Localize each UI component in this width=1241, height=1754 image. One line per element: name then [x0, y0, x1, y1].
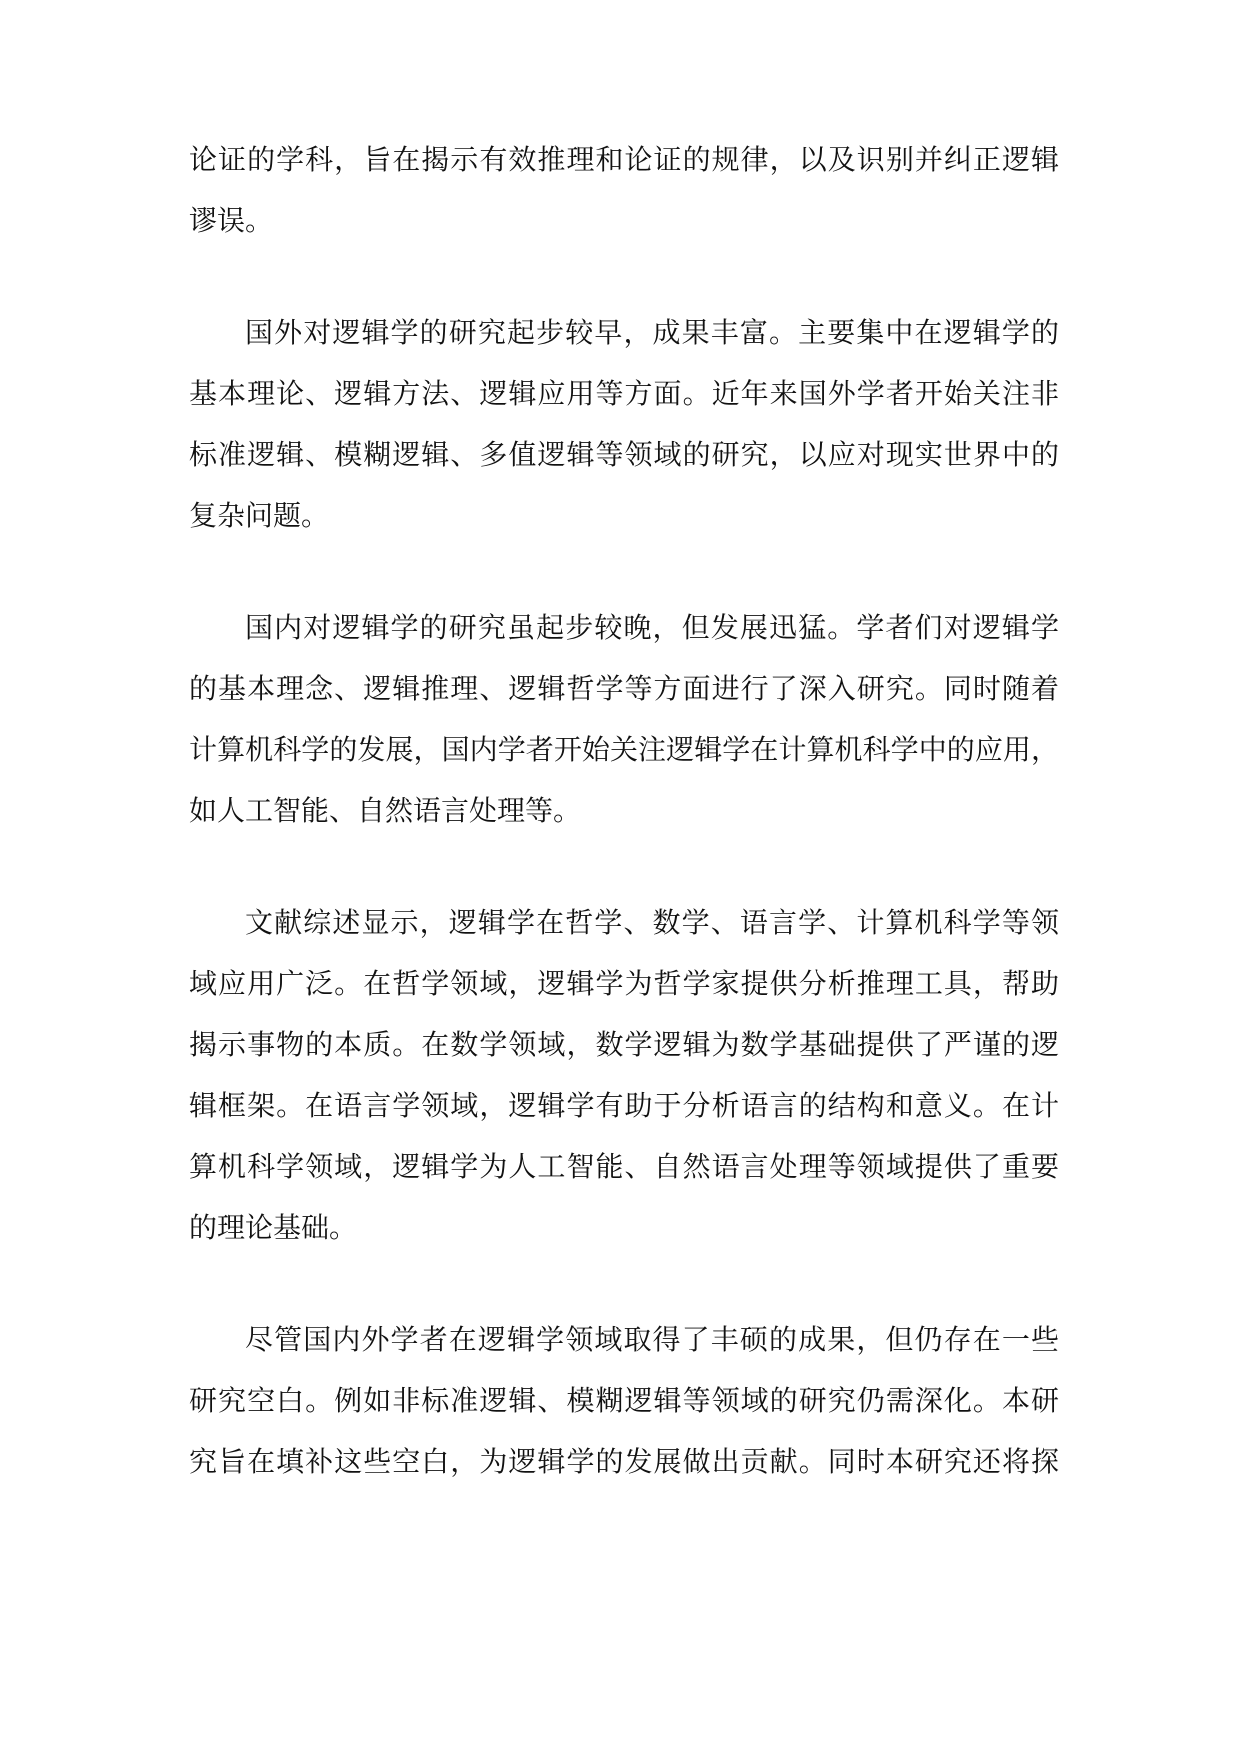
text-line: 域应用广泛。在哲学领域，逻辑学为哲学家提供分析推理工具，帮助 — [189, 967, 1059, 1000]
text-line: 的理论基础。 — [189, 1211, 358, 1244]
text-line: 辑框架。在语言学领域，逻辑学有助于分析语言的结构和意义。在计 — [189, 1089, 1059, 1122]
text-line: 标准逻辑、模糊逻辑、多值逻辑等领域的研究，以应对现实世界中的 — [189, 438, 1059, 471]
text-line: 研究空白。例如非标准逻辑、模糊逻辑等领域的研究仍需深化。本研 — [189, 1384, 1059, 1417]
paragraph-2 — [189, 302, 1059, 546]
body-text — [189, 129, 1059, 1492]
text-line: 国内对逻辑学的研究虽起步较晚，但发展迅猛。学者们对逻辑学 — [245, 611, 1059, 644]
text-line: 论证的学科，旨在揭示有效推理和论证的规律，以及识别并纠正逻辑 — [189, 143, 1059, 176]
text-line: 尽管国内外学者在逻辑学领域取得了丰硕的成果，但仍存在一些 — [245, 1323, 1059, 1356]
paragraph-5 — [189, 1309, 1059, 1492]
text-line: 揭示事物的本质。在数学领域，数学逻辑为数学基础提供了严谨的逻 — [189, 1028, 1059, 1061]
text-line: 算机科学领域，逻辑学为人工智能、自然语言处理等领域提供了重要 — [189, 1150, 1059, 1183]
text-line: 基本理论、逻辑方法、逻辑应用等方面。近年来国外学者开始关注非 — [189, 377, 1059, 410]
paragraph-4 — [189, 892, 1059, 1258]
paragraph-3 — [189, 597, 1059, 841]
text-line: 谬误。 — [189, 204, 274, 237]
text-line: 究旨在填补这些空白，为逻辑学的发展做出贡献。同时本研究还将探 — [189, 1445, 1059, 1478]
text-line: 如人工智能、自然语言处理等。 — [189, 794, 582, 827]
text-line: 文献综述显示，逻辑学在哲学、数学、语言学、计算机科学等领 — [245, 906, 1059, 939]
text-line: 国外对逻辑学的研究起步较早，成果丰富。主要集中在逻辑学的 — [245, 316, 1059, 349]
text-line: 计算机科学的发展，国内学者开始关注逻辑学在计算机科学中的应用， — [189, 733, 1059, 766]
text-line: 的基本理念、逻辑推理、逻辑哲学等方面进行了深入研究。同时随着 — [189, 672, 1059, 705]
paragraph-1 — [189, 129, 1059, 251]
text-line: 复杂问题。 — [189, 499, 330, 532]
